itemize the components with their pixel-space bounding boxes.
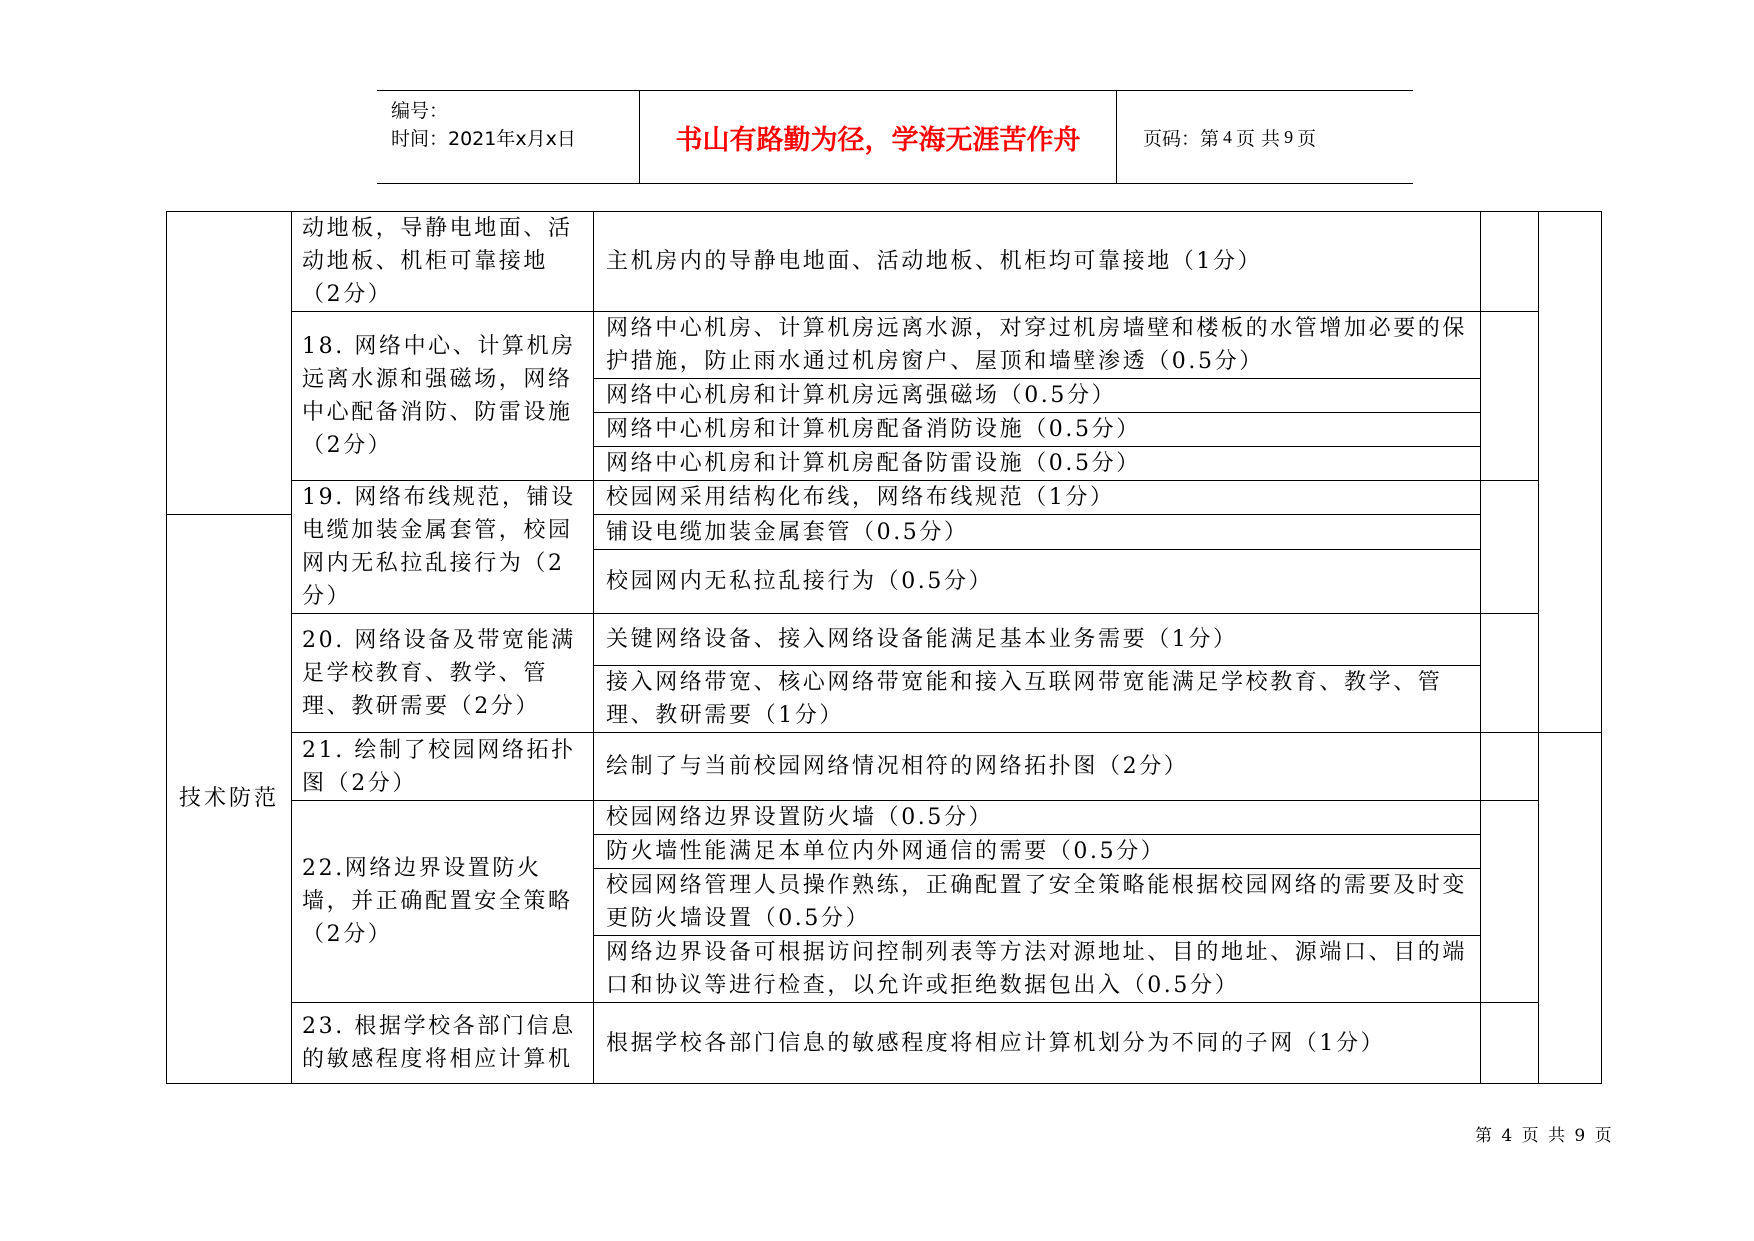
category-cell <box>167 212 292 515</box>
page-mid: 页 共 <box>1236 127 1281 150</box>
page-current: 4 <box>1223 126 1233 147</box>
criteria-cell: 关键网络设备、接入网络设备能满足基本业务需要（1分） <box>594 614 1481 666</box>
criteria-cell: 接入网络带宽、核心网络带宽能和接入互联网带宽能满足学校教育、教学、管理、教研需要（1分） <box>594 666 1481 733</box>
score-cell <box>1481 801 1539 1003</box>
table-row <box>167 481 1602 515</box>
criteria-cell: 主机房内的导静电地面、活动地板、机柜均可靠接地（1分） <box>594 212 1481 312</box>
criteria-cell: 防火墙性能满足本单位内外网通信的需要（0.5分） <box>594 835 1481 869</box>
criteria-cell: 校园网络管理人员操作熟练，正确配置了安全策略能根据校园网络的需要及时变更防火墙设置（0.5分） <box>594 869 1481 936</box>
item-cell: 20. 网络设备及带宽能满足学校教育、教学、管理、教研需要（2分） <box>292 614 594 733</box>
criteria-cell: 校园网采用结构化布线，网络布线规范（1分） <box>594 481 1481 515</box>
table-row <box>167 1003 1602 1084</box>
criteria-cell: 网络中心机房和计算机房配备消防设施（0.5分） <box>594 413 1481 447</box>
criteria-cell: 铺设电缆加装金属套管（0.5分） <box>594 515 1481 550</box>
time-label: 时间：2021年x月x日 <box>391 128 576 150</box>
item-cell: 21. 绘制了校园网络拓扑图（2分） <box>292 733 594 801</box>
criteria-cell: 网络中心机房和计算机房远离强磁场（0.5分） <box>594 379 1481 413</box>
score-cell <box>1481 212 1539 312</box>
page-suffix: 页 <box>1297 127 1317 150</box>
number-label: 编号： <box>391 100 449 122</box>
table-row <box>167 212 1602 312</box>
score-cell <box>1481 1003 1539 1084</box>
evaluation-table <box>166 211 1602 1084</box>
remark-cell <box>1539 733 1602 1084</box>
page-total: 9 <box>1284 126 1294 147</box>
criteria-cell: 校园网络边界设置防火墙（0.5分） <box>594 801 1481 835</box>
table-row <box>167 614 1602 666</box>
header-divider <box>639 91 640 183</box>
item-cell: 18. 网络中心、计算机房远离水源和强磁场，网络中心配备消防、防雷设施（2分） <box>292 312 594 481</box>
table-row <box>167 801 1602 835</box>
criteria-cell: 绘制了与当前校园网络情况相符的网络拓扑图（2分） <box>594 733 1481 801</box>
item-cell: 23. 根据学校各部门信息的敏感程度将相应计算机 <box>292 1003 594 1084</box>
table-row <box>167 312 1602 379</box>
document-header <box>377 90 1413 184</box>
score-cell <box>1481 614 1539 733</box>
header-divider <box>1116 91 1117 183</box>
remark-cell <box>1539 212 1602 733</box>
criteria-cell: 校园网内无私拉乱接行为（0.5分） <box>594 550 1481 614</box>
table-row <box>167 733 1602 801</box>
score-cell <box>1481 312 1539 481</box>
header-page-info <box>1143 91 1316 183</box>
item-cell: 22.网络边界设置防火墙，并正确配置安全策略（2分） <box>292 801 594 1003</box>
page-footer: 第 4 页 共 9 页 <box>1475 1126 1614 1146</box>
score-cell <box>1481 481 1539 614</box>
score-cell <box>1481 733 1539 801</box>
category-tech: 技术防范 <box>167 515 292 1084</box>
criteria-cell: 网络中心机房、计算机房远离水源，对穿过机房墙壁和楼板的水管增加必要的保护措施，防止雨水通过机房窗户、屋顶和墙壁渗透（0.5分） <box>594 312 1481 379</box>
header-meta <box>391 97 576 153</box>
page-prefix: 页码：第 <box>1143 127 1220 150</box>
criteria-cell: 根据学校各部门信息的敏感程度将相应计算机划分为不同的子网（1分） <box>594 1003 1481 1084</box>
criteria-cell: 网络中心机房和计算机房配备防雷设施（0.5分） <box>594 447 1481 481</box>
criteria-cell: 网络边界设备可根据访问控制列表等方法对源地址、目的地址、源端口、目的端口和协议等进行检查，以允许或拒绝数据包出入（0.5分） <box>594 936 1481 1003</box>
item-cell: 19. 网络布线规范，铺设电缆加装金属套管，校园网内无私拉乱接行为（2分） <box>292 481 594 614</box>
item-cell: 动地板，导静电地面、活动地板、机柜可靠接地（2分） <box>292 212 594 312</box>
header-motto: 书山有路勤为径，学海无涯苦作舟 <box>675 124 1081 156</box>
